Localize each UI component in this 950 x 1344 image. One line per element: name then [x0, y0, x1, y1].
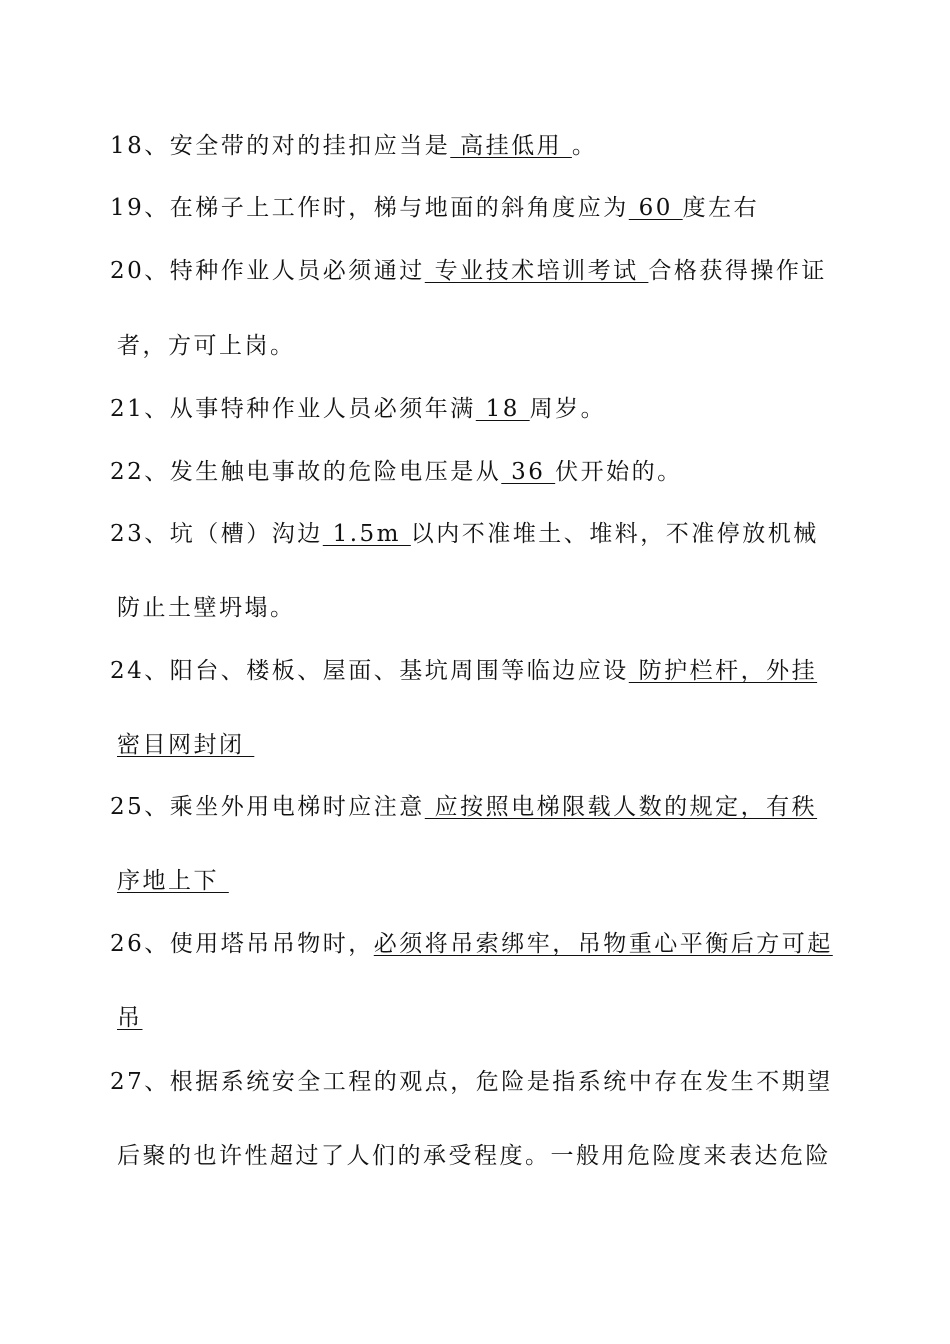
question-text: 25、乘坐外用电梯时应注意	[110, 794, 425, 820]
question-23	[110, 519, 855, 549]
answer-blank: 防护栏杆，外挂	[628, 658, 818, 684]
question-text: 合格获得操作证	[648, 258, 827, 284]
answer-blank: 必须将吊索绑牢，吊物重心平衡后方可起	[373, 931, 833, 957]
question-23-continuation	[117, 593, 862, 623]
answer-blank: 应按照电梯限载人数的规定，有秩	[424, 794, 818, 820]
question-text: 23、坑（槽）沟边	[110, 521, 323, 547]
answer-blank: 序地上下	[117, 868, 229, 894]
question-25-continuation	[117, 866, 862, 896]
answer-blank: 60	[628, 195, 683, 221]
question-text: 18、安全带的对的挂扣应当是	[110, 133, 451, 159]
question-27	[110, 1067, 855, 1097]
question-24	[110, 656, 855, 686]
question-text: 21、从事特种作业人员必须年满	[110, 396, 476, 422]
question-text: 22、发生触电事故的危险电压是从	[110, 459, 502, 485]
question-text: 周岁。	[529, 396, 607, 422]
answer-blank: 专业技术培训考试	[424, 258, 649, 284]
question-text: 19、在梯子上工作时，梯与地面的斜角度应为	[110, 195, 629, 221]
question-text: 26、使用塔吊吊物时，	[110, 931, 374, 957]
question-27-continuation	[117, 1141, 862, 1171]
question-20	[110, 256, 855, 286]
question-18	[110, 131, 855, 161]
question-text: 伏开始的。	[555, 459, 683, 485]
question-20-continuation	[117, 331, 862, 361]
question-text: 者，方可上岗。	[117, 333, 296, 359]
question-26	[110, 929, 855, 959]
answer-blank: 高挂低用	[450, 133, 572, 159]
question-25	[110, 792, 855, 822]
question-21	[110, 394, 855, 424]
question-text: 以内不准堆土、堆料，不准停放机械	[410, 521, 819, 547]
question-text: 后聚的也许性超过了人们的承受程度。一般用危险度来表达危险	[117, 1143, 831, 1169]
question-19	[110, 193, 855, 223]
question-24-continuation	[117, 730, 862, 760]
question-text: 防止土壁坍塌。	[117, 595, 296, 621]
answer-blank: 1.5m	[322, 521, 411, 547]
question-text: 20、特种作业人员必须通过	[110, 258, 425, 284]
answer-blank: 18	[475, 396, 530, 422]
answer-blank: 吊	[117, 1005, 143, 1031]
question-26-continuation	[117, 1003, 862, 1033]
question-text: 24、阳台、楼板、屋面、基坑周围等临边应设	[110, 658, 629, 684]
answer-blank: 密目网封闭	[117, 732, 255, 758]
answer-blank: 36	[501, 459, 556, 485]
question-text: 度左右	[682, 195, 760, 221]
question-text: 27、根据系统安全工程的观点，危险是指系统中存在发生不期望	[110, 1069, 833, 1095]
question-text: 。	[571, 133, 598, 159]
question-22	[110, 457, 855, 487]
